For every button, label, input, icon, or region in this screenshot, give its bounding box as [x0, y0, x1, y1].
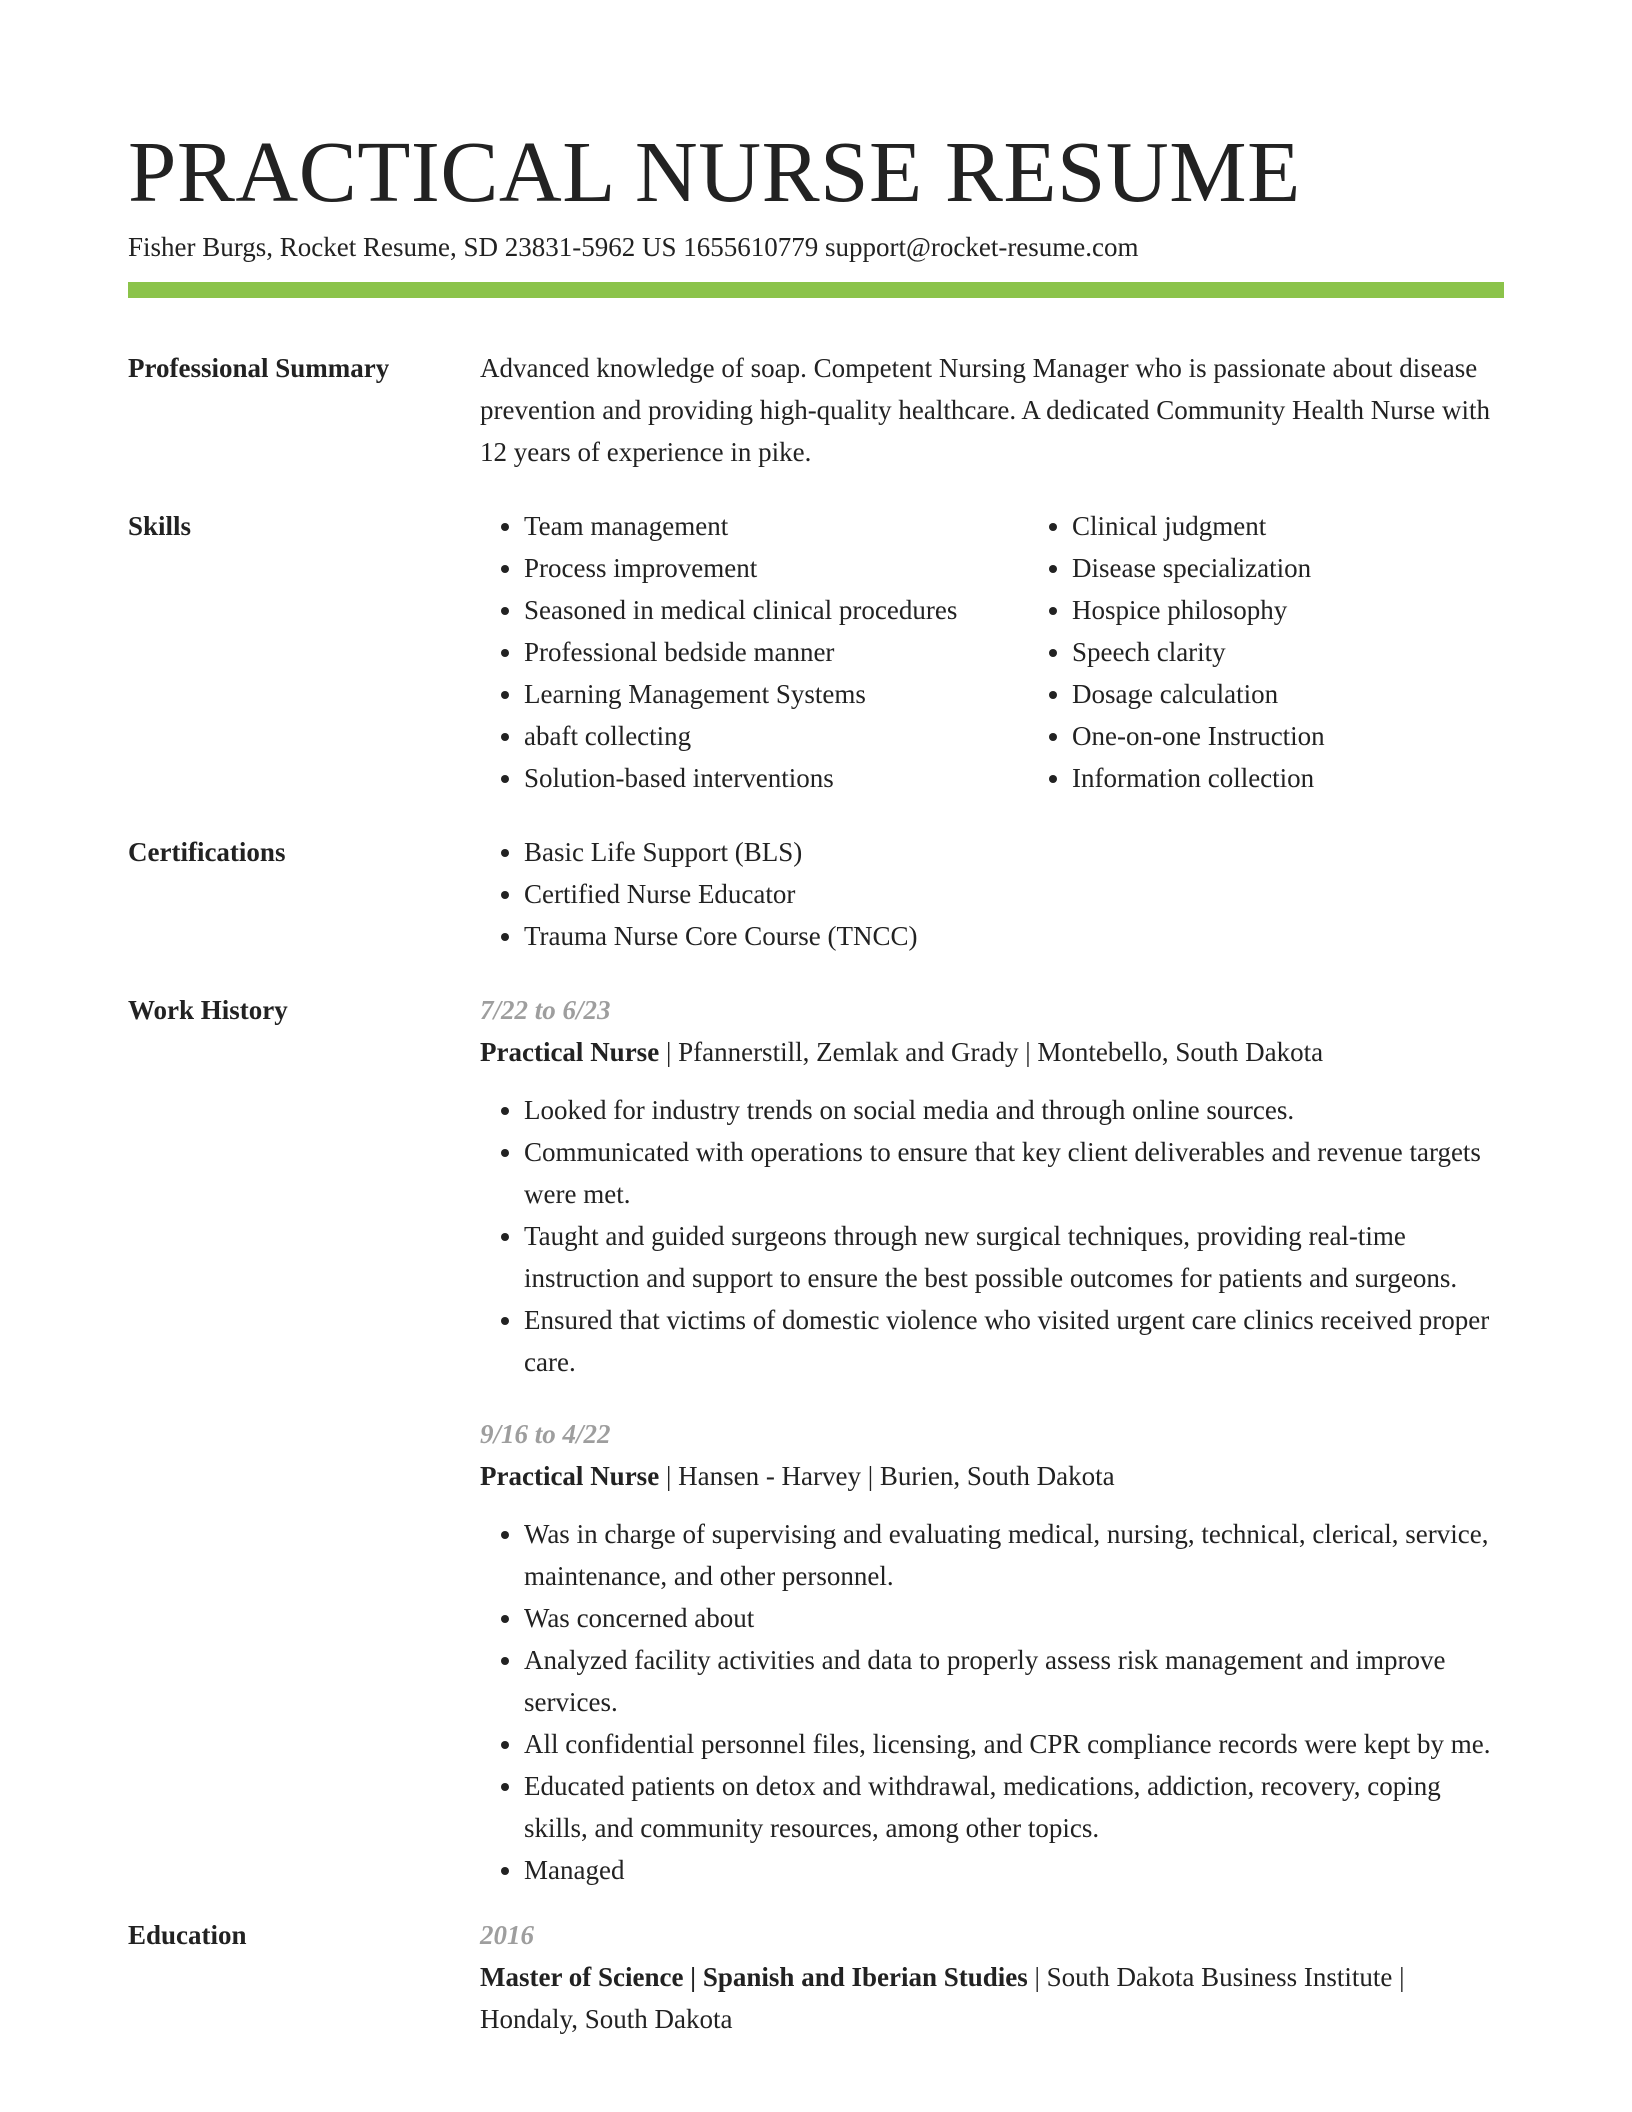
certification-item: • Basic Life Support (BLS): [524, 831, 1504, 873]
skill-item: • Clinical judgment: [1072, 505, 1325, 547]
skill-item: • Learning Management Systems: [524, 673, 1028, 715]
skills-column-2: [1028, 505, 1325, 799]
job-title-line: [480, 1455, 1504, 1497]
job-entry: [480, 1413, 1504, 1891]
job-duty-item: • Looked for industry trends on social media and through online sources.: [524, 1089, 1504, 1131]
job-duty-item: • Was concerned about: [524, 1597, 1504, 1639]
job-title-line: [480, 1031, 1504, 1073]
job-duty-item: • Analyzed facility activities and data to properly assess risk management and improve services.: [524, 1639, 1504, 1723]
job-role: Practical Nurse: [480, 1037, 660, 1067]
certifications-heading: Certifications: [128, 837, 286, 867]
skill-item: • Process improvement: [524, 547, 1028, 589]
skill-item: • Information collection: [1072, 757, 1325, 799]
certifications-section: [128, 831, 1504, 957]
education-section: [128, 1914, 1504, 2040]
work-history-section: [128, 989, 1504, 1891]
skill-item: • Team management: [524, 505, 1028, 547]
skills-grid: [480, 505, 1504, 799]
education-heading: Education: [128, 1920, 247, 1950]
header-divider: [128, 282, 1504, 298]
skill-item: • Dosage calculation: [1072, 673, 1325, 715]
job-duty-item: • Communicated with operations to ensure that key client deliverables and revenue targets were met.: [524, 1131, 1504, 1215]
summary-text: Advanced knowledge of soap. Competent Nursing Manager who is passionate about disease prevention and providing high-quality healthcare. A dedicated Community Health Nurse with 12 years of experience in pike.: [480, 353, 1491, 467]
skills-section: [128, 505, 1504, 799]
job-duties: [480, 1513, 1504, 1891]
contact-line: Fisher Burgs, Rocket Resume, SD 23831-5962 US 1655610779 support@rocket-resume.com: [128, 232, 1139, 262]
education-date: 2016: [480, 1920, 534, 1950]
job-details: | Hansen - Harvey | Burien, South Dakota: [659, 1461, 1115, 1491]
job-duty-item: • Taught and guided surgeons through new surgical techniques, providing real-time instruction and support to ensure the best possible outcomes for patients and surgeons.: [524, 1215, 1504, 1299]
job-entry: [480, 989, 1504, 1383]
job-role: Practical Nurse: [480, 1461, 660, 1491]
skill-item: • One-on-one Instruction: [1072, 715, 1325, 757]
job-duty-item: • Ensured that victims of domestic violence who visited urgent care clinics received proper care.: [524, 1299, 1504, 1383]
skills-heading: Skills: [128, 511, 192, 541]
certification-item: • Trauma Nurse Core Course (TNCC): [524, 915, 1504, 957]
job-duty-item: • Educated patients on detox and withdrawal, medications, addiction, recovery, coping skills, and community resources, among other topics.: [524, 1765, 1504, 1849]
job-dates: 9/16 to 4/22: [480, 1419, 611, 1449]
certification-item: • Certified Nurse Educator: [524, 873, 1504, 915]
skill-item: • Speech clarity: [1072, 631, 1325, 673]
certifications-list: [480, 831, 1504, 957]
skill-item: • Solution-based interventions: [524, 757, 1028, 799]
job-duty-item: • All confidential personnel files, licensing, and CPR compliance records were kept by me.: [524, 1723, 1504, 1765]
skill-item: • Disease specialization: [1072, 547, 1325, 589]
job-details: | Pfannerstill, Zemlak and Grady | Montebello, South Dakota: [659, 1037, 1324, 1067]
job-duty-item: • Was in charge of supervising and evaluating medical, nursing, technical, clerical, service, maintenance, and other personnel.: [524, 1513, 1504, 1597]
education-degree: Master of Science | Spanish and Iberian Studies: [480, 1962, 1028, 1992]
skill-item: • Seasoned in medical clinical procedures: [524, 589, 1028, 631]
summary-section: [128, 347, 1504, 473]
job-duty-item: • Managed: [524, 1849, 1504, 1891]
skill-item: • Hospice philosophy: [1072, 589, 1325, 631]
education-details: | South Dakota Business Institute | Hondaly, South Dakota: [480, 1962, 1405, 2034]
resume-title: PRACTICAL NURSE RESUME: [128, 123, 1301, 220]
skill-item: • abaft collecting: [524, 715, 1028, 757]
job-duties: [480, 1089, 1504, 1383]
summary-heading: Professional Summary: [128, 353, 390, 383]
education-line: [480, 1956, 1504, 2040]
work-history-heading: Work History: [128, 995, 288, 1025]
job-dates: 7/22 to 6/23: [480, 995, 611, 1025]
skills-column-1: [480, 505, 1028, 799]
skill-item: • Professional bedside manner: [524, 631, 1028, 673]
resume-page: [128, 118, 1504, 2040]
